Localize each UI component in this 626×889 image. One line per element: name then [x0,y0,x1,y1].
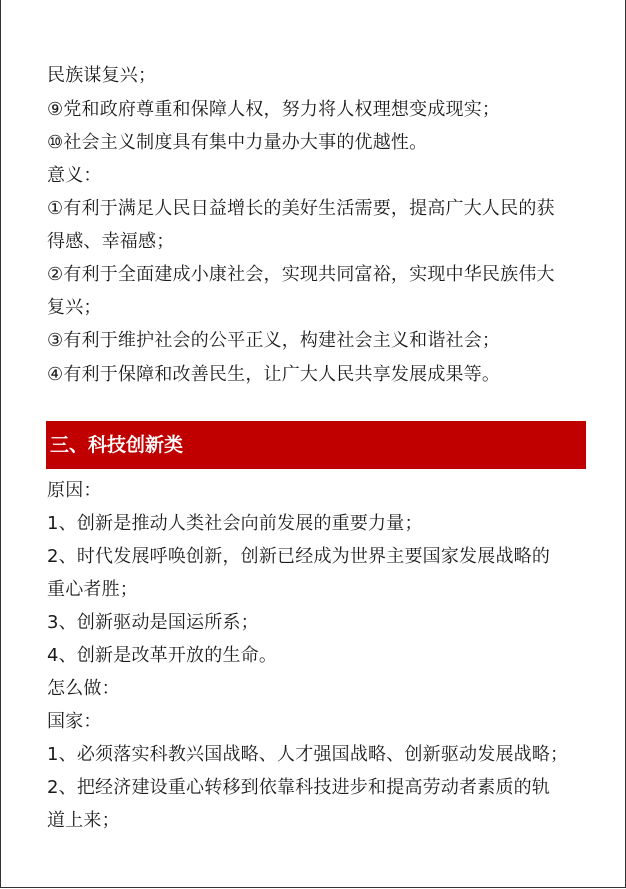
how-heading: 怎么做： [47,678,120,699]
meaning-heading: 意义： [47,165,102,186]
text-line: 2、把经济建设重心转移到依靠科技进步和提高劳动者素质的轨 [47,777,551,798]
text-line: 1、必须落实科教兴国战略、人才强国战略、创新驱动发展战略； [47,744,569,765]
text-line: ②有利于全面建成小康社会，实现共同富裕，实现中华民族伟大 [47,264,555,285]
text-line: 得感、幸福感； [47,231,175,252]
section-banner [46,421,586,469]
text-line: 1、创新是推动人类社会向前发展的重要力量； [47,513,423,534]
text-line: 道上来； [47,810,120,831]
text-line: 3、创新驱动是国运所系； [47,612,259,633]
text-line: 民族谋复兴； [47,65,157,86]
country-heading: 国家： [47,711,102,732]
text-line: ③有利于维护社会的公平正义，构建社会主义和谐社会； [47,330,501,351]
text-line: ⑨党和政府尊重和保障人权，努力将人权理想变成现实； [47,99,501,120]
text-line: 复兴； [47,297,102,318]
section-title: 三、科技创新类 [50,434,184,456]
text-line: 重心者胜； [47,579,138,600]
text-line: ⑩社会主义制度具有集中力量办大事的优越性。 [47,132,428,153]
reason-heading: 原因： [47,480,102,501]
text-line: 4、创新是改革开放的生命。 [47,645,278,666]
text-line: ④有利于保障和改善民生，让广大人民共享发展成果等。 [47,364,501,385]
text-line: ①有利于满足人民日益增长的美好生活需要，提高广大人民的获 [47,198,555,219]
text-line: 2、时代发展呼唤创新，创新已经成为世界主要国家发展战略的 [47,546,551,567]
